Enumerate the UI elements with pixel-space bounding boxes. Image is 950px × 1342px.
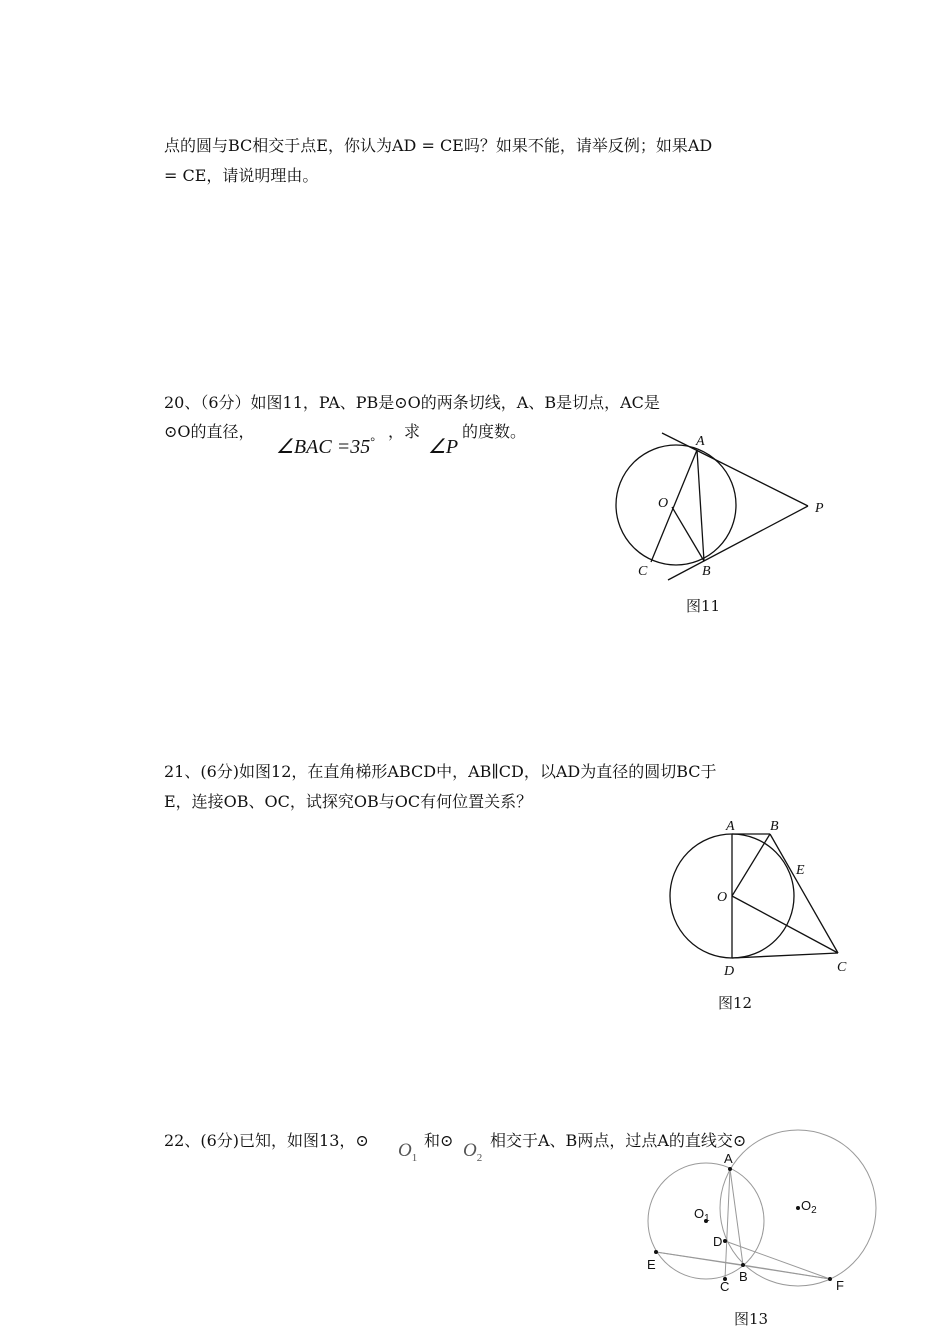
fig13-label-c: C <box>720 1279 730 1294</box>
fig12-label-o: O <box>717 890 728 905</box>
figure-12-caption: 图12 <box>718 994 753 1012</box>
q21-line-2: E，连接OB、OC，试探究OB与OC有何位置关系？ <box>164 792 533 811</box>
fig11-chord-ab <box>697 450 704 561</box>
fig11-radius-ob <box>672 507 704 561</box>
fig13-line-eb <box>656 1252 743 1265</box>
fig11-circle <box>616 445 736 565</box>
fig13-label-e: E <box>647 1257 656 1272</box>
fig13-point-a <box>728 1167 732 1171</box>
fig12-label-b: B <box>770 819 779 834</box>
fig13-label-b: B <box>739 1269 748 1284</box>
fig13-point-e <box>654 1250 658 1254</box>
fig11-label-c: C <box>638 564 648 579</box>
fig13-point-d <box>723 1239 727 1243</box>
fig11-label-p: P <box>815 501 824 516</box>
q20-line-2b: ，求 <box>388 422 421 441</box>
q22-o2: $O_2$ <box>463 1140 483 1164</box>
q22-line-1c: 相交于A、B两点，过点A的直线交⊙ <box>490 1131 747 1150</box>
fig13-point-b <box>741 1263 745 1267</box>
fig13-label-f: F <box>836 1278 844 1293</box>
fig13-label-a: A <box>724 1151 733 1166</box>
q19-line-1: 点的圆与BC相交于点E，你认为AD = CE吗？如果不能，请举反例；如果AD <box>164 136 713 155</box>
figure-11 <box>600 425 840 585</box>
fig12-label-e: E <box>796 863 805 878</box>
fig13-point-f <box>828 1277 832 1281</box>
q20-line-2a: ⊙O的直径， <box>164 422 255 441</box>
q20-angle-bac: ∠BAC =35° <box>276 434 376 458</box>
q20-angle-p: ∠P <box>428 436 459 458</box>
fig11-label-a: A <box>696 434 705 449</box>
degree-sign: ° <box>370 434 376 449</box>
q20-line-2c: 的度数。 <box>462 422 527 441</box>
q19-line-2: = CE，请说明理由。 <box>164 166 319 185</box>
q22-line-1b: 和⊙ <box>424 1131 454 1150</box>
fig13-line-ab <box>730 1169 743 1265</box>
fig11-tangent-pb <box>668 506 808 580</box>
fig13-line-bf <box>743 1265 830 1279</box>
fig11-label-o: O <box>658 496 669 511</box>
fig12-label-a: A <box>726 819 735 834</box>
q22-line-1a: 22、(6分)已知，如图13，⊙ <box>164 1131 369 1150</box>
q20-line-1: 20、（6分）如图11，PA、PB是⊙O的两条切线，A、B是切点，AC是 <box>164 393 660 412</box>
fig11-label-b: B <box>702 564 711 579</box>
q21-line-1: 21、(6分)如图12，在直角梯形ABCD中，AB∥CD，以AD为直径的圆切BC于 <box>164 762 717 781</box>
fig13-point-o2 <box>796 1206 800 1210</box>
figure-11-caption: 图11 <box>686 597 721 615</box>
figure-13 <box>635 1125 885 1305</box>
fig12-segment-ob <box>732 834 770 896</box>
fig13-label-d: D <box>713 1234 723 1249</box>
figure-12 <box>660 815 860 980</box>
q22-o1: $O_1$ <box>398 1140 418 1164</box>
figure-13-caption: 图13 <box>734 1310 769 1328</box>
fig12-label-d: D <box>724 964 735 979</box>
fig13-label-o1: $O_1$ <box>694 1206 710 1224</box>
fig12-label-c: C <box>837 960 847 975</box>
fig13-label-o2: $O_2$ <box>801 1198 817 1216</box>
